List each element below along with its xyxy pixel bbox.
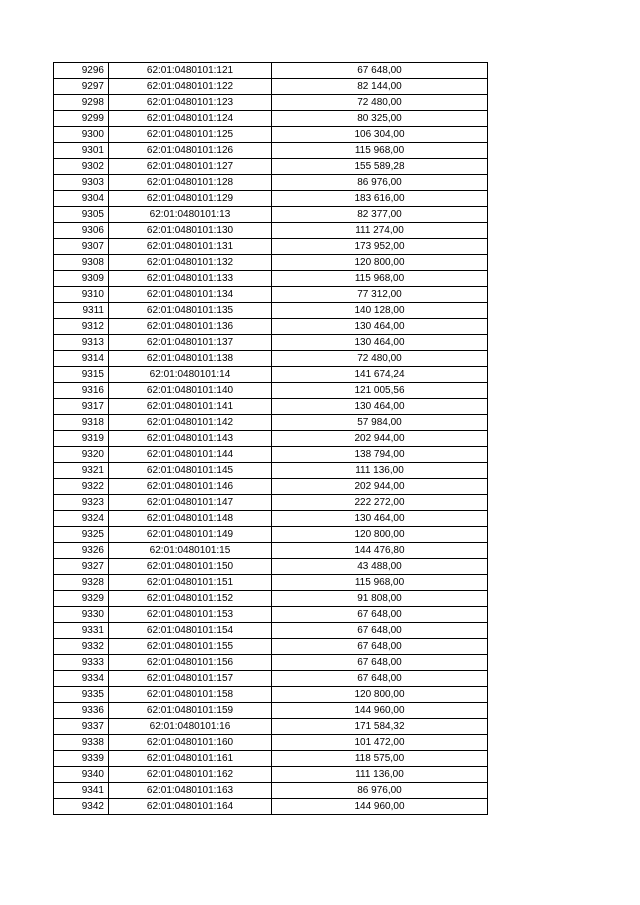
- row-number-cell: 9314: [54, 351, 109, 367]
- table-row: [54, 543, 488, 559]
- table-row: [54, 127, 488, 143]
- value-cell: 67 648,00: [272, 607, 488, 623]
- value-cell: 77 312,00: [272, 287, 488, 303]
- data-table-body: [54, 63, 488, 815]
- table-row: [54, 335, 488, 351]
- row-number-cell: 9331: [54, 623, 109, 639]
- table-row: [54, 95, 488, 111]
- value-cell: 202 944,00: [272, 431, 488, 447]
- value-cell: 173 952,00: [272, 239, 488, 255]
- table-row: [54, 751, 488, 767]
- row-number-cell: 9299: [54, 111, 109, 127]
- row-number-cell: 9332: [54, 639, 109, 655]
- value-cell: 120 800,00: [272, 687, 488, 703]
- cadastral-number-cell: 62:01:0480101:151: [109, 575, 272, 591]
- cadastral-number-cell: 62:01:0480101:142: [109, 415, 272, 431]
- cadastral-number-cell: 62:01:0480101:161: [109, 751, 272, 767]
- table-row: [54, 591, 488, 607]
- row-number-cell: 9333: [54, 655, 109, 671]
- value-cell: 111 136,00: [272, 767, 488, 783]
- row-number-cell: 9326: [54, 543, 109, 559]
- cadastral-number-cell: 62:01:0480101:137: [109, 335, 272, 351]
- value-cell: 155 589,28: [272, 159, 488, 175]
- table-row: [54, 175, 488, 191]
- row-number-cell: 9302: [54, 159, 109, 175]
- row-number-cell: 9305: [54, 207, 109, 223]
- cadastral-number-cell: 62:01:0480101:150: [109, 559, 272, 575]
- row-number-cell: 9329: [54, 591, 109, 607]
- row-number-cell: 9323: [54, 495, 109, 511]
- value-cell: 130 464,00: [272, 399, 488, 415]
- table-row: [54, 319, 488, 335]
- cadastral-number-cell: 62:01:0480101:155: [109, 639, 272, 655]
- row-number-cell: 9318: [54, 415, 109, 431]
- row-number-cell: 9311: [54, 303, 109, 319]
- row-number-cell: 9341: [54, 783, 109, 799]
- table-row: [54, 159, 488, 175]
- table-row: [54, 415, 488, 431]
- value-cell: 118 575,00: [272, 751, 488, 767]
- row-number-cell: 9307: [54, 239, 109, 255]
- row-number-cell: 9338: [54, 735, 109, 751]
- cadastral-number-cell: 62:01:0480101:163: [109, 783, 272, 799]
- cadastral-number-cell: 62:01:0480101:16: [109, 719, 272, 735]
- row-number-cell: 9335: [54, 687, 109, 703]
- value-cell: 67 648,00: [272, 671, 488, 687]
- table-row: [54, 671, 488, 687]
- row-number-cell: 9328: [54, 575, 109, 591]
- table-row: [54, 239, 488, 255]
- value-cell: 57 984,00: [272, 415, 488, 431]
- row-number-cell: 9320: [54, 447, 109, 463]
- value-cell: 120 800,00: [272, 527, 488, 543]
- value-cell: 82 144,00: [272, 79, 488, 95]
- cadastral-number-cell: 62:01:0480101:153: [109, 607, 272, 623]
- table-row: [54, 303, 488, 319]
- table-row: [54, 447, 488, 463]
- cadastral-number-cell: 62:01:0480101:129: [109, 191, 272, 207]
- cadastral-number-cell: 62:01:0480101:132: [109, 255, 272, 271]
- cadastral-number-cell: 62:01:0480101:158: [109, 687, 272, 703]
- cadastral-number-cell: 62:01:0480101:133: [109, 271, 272, 287]
- row-number-cell: 9308: [54, 255, 109, 271]
- table-row: [54, 223, 488, 239]
- table-row: [54, 143, 488, 159]
- table-row: [54, 191, 488, 207]
- value-cell: 106 304,00: [272, 127, 488, 143]
- row-number-cell: 9321: [54, 463, 109, 479]
- table-row: [54, 735, 488, 751]
- cadastral-number-cell: 62:01:0480101:130: [109, 223, 272, 239]
- row-number-cell: 9325: [54, 527, 109, 543]
- value-cell: 67 648,00: [272, 655, 488, 671]
- table-row: [54, 111, 488, 127]
- cadastral-number-cell: 62:01:0480101:146: [109, 479, 272, 495]
- table-row: [54, 207, 488, 223]
- value-cell: 43 488,00: [272, 559, 488, 575]
- cadastral-number-cell: 62:01:0480101:127: [109, 159, 272, 175]
- cadastral-number-cell: 62:01:0480101:154: [109, 623, 272, 639]
- cadastral-number-cell: 62:01:0480101:125: [109, 127, 272, 143]
- row-number-cell: 9306: [54, 223, 109, 239]
- table-row: [54, 287, 488, 303]
- table-row: [54, 479, 488, 495]
- table-row: [54, 559, 488, 575]
- value-cell: 120 800,00: [272, 255, 488, 271]
- value-cell: 130 464,00: [272, 335, 488, 351]
- row-number-cell: 9337: [54, 719, 109, 735]
- table-row: [54, 431, 488, 447]
- value-cell: 115 968,00: [272, 575, 488, 591]
- cadastral-number-cell: 62:01:0480101:143: [109, 431, 272, 447]
- row-number-cell: 9330: [54, 607, 109, 623]
- value-cell: 111 136,00: [272, 463, 488, 479]
- cadastral-number-cell: 62:01:0480101:14: [109, 367, 272, 383]
- cadastral-number-cell: 62:01:0480101:157: [109, 671, 272, 687]
- table-row: [54, 783, 488, 799]
- table-row: [54, 383, 488, 399]
- table-row: [54, 351, 488, 367]
- table-row: [54, 575, 488, 591]
- cadastral-number-cell: 62:01:0480101:159: [109, 703, 272, 719]
- cadastral-number-cell: 62:01:0480101:123: [109, 95, 272, 111]
- row-number-cell: 9301: [54, 143, 109, 159]
- cadastral-number-cell: 62:01:0480101:121: [109, 63, 272, 79]
- row-number-cell: 9342: [54, 799, 109, 815]
- row-number-cell: 9315: [54, 367, 109, 383]
- value-cell: 111 274,00: [272, 223, 488, 239]
- row-number-cell: 9296: [54, 63, 109, 79]
- cadastral-number-cell: 62:01:0480101:164: [109, 799, 272, 815]
- row-number-cell: 9304: [54, 191, 109, 207]
- table-row: [54, 399, 488, 415]
- row-number-cell: 9327: [54, 559, 109, 575]
- value-cell: 144 960,00: [272, 799, 488, 815]
- table-row: [54, 527, 488, 543]
- table-row: [54, 495, 488, 511]
- table-row: [54, 367, 488, 383]
- value-cell: 101 472,00: [272, 735, 488, 751]
- value-cell: 86 976,00: [272, 175, 488, 191]
- value-cell: 82 377,00: [272, 207, 488, 223]
- cadastral-number-cell: 62:01:0480101:152: [109, 591, 272, 607]
- value-cell: 67 648,00: [272, 63, 488, 79]
- cadastral-number-cell: 62:01:0480101:156: [109, 655, 272, 671]
- row-number-cell: 9297: [54, 79, 109, 95]
- value-cell: 80 325,00: [272, 111, 488, 127]
- table-row: [54, 623, 488, 639]
- cadastral-number-cell: 62:01:0480101:147: [109, 495, 272, 511]
- cadastral-number-cell: 62:01:0480101:136: [109, 319, 272, 335]
- table-row: [54, 655, 488, 671]
- table-row: [54, 79, 488, 95]
- row-number-cell: 9339: [54, 751, 109, 767]
- value-cell: 140 128,00: [272, 303, 488, 319]
- value-cell: 222 272,00: [272, 495, 488, 511]
- row-number-cell: 9322: [54, 479, 109, 495]
- cadastral-number-cell: 62:01:0480101:160: [109, 735, 272, 751]
- cadastral-number-cell: 62:01:0480101:135: [109, 303, 272, 319]
- cadastral-number-cell: 62:01:0480101:15: [109, 543, 272, 559]
- table-row: [54, 799, 488, 815]
- cadastral-number-cell: 62:01:0480101:140: [109, 383, 272, 399]
- cadastral-number-cell: 62:01:0480101:162: [109, 767, 272, 783]
- value-cell: 91 808,00: [272, 591, 488, 607]
- row-number-cell: 9303: [54, 175, 109, 191]
- cadastral-number-cell: 62:01:0480101:128: [109, 175, 272, 191]
- row-number-cell: 9319: [54, 431, 109, 447]
- value-cell: 202 944,00: [272, 479, 488, 495]
- table-row: [54, 719, 488, 735]
- cadastral-number-cell: 62:01:0480101:138: [109, 351, 272, 367]
- cadastral-number-cell: 62:01:0480101:141: [109, 399, 272, 415]
- value-cell: 141 674,24: [272, 367, 488, 383]
- value-cell: 72 480,00: [272, 351, 488, 367]
- table-row: [54, 271, 488, 287]
- table-row: [54, 639, 488, 655]
- table-row: [54, 607, 488, 623]
- row-number-cell: 9340: [54, 767, 109, 783]
- table-row: [54, 687, 488, 703]
- cadastral-number-cell: 62:01:0480101:131: [109, 239, 272, 255]
- value-cell: 144 476,80: [272, 543, 488, 559]
- row-number-cell: 9324: [54, 511, 109, 527]
- row-number-cell: 9313: [54, 335, 109, 351]
- table-row: [54, 255, 488, 271]
- data-table: [53, 62, 488, 815]
- row-number-cell: 9316: [54, 383, 109, 399]
- value-cell: 115 968,00: [272, 143, 488, 159]
- value-cell: 67 648,00: [272, 639, 488, 655]
- row-number-cell: 9300: [54, 127, 109, 143]
- value-cell: 67 648,00: [272, 623, 488, 639]
- cadastral-number-cell: 62:01:0480101:144: [109, 447, 272, 463]
- value-cell: 171 584,32: [272, 719, 488, 735]
- cadastral-number-cell: 62:01:0480101:145: [109, 463, 272, 479]
- cadastral-number-cell: 62:01:0480101:126: [109, 143, 272, 159]
- value-cell: 72 480,00: [272, 95, 488, 111]
- row-number-cell: 9336: [54, 703, 109, 719]
- cadastral-number-cell: 62:01:0480101:134: [109, 287, 272, 303]
- value-cell: 121 005,56: [272, 383, 488, 399]
- cadastral-number-cell: 62:01:0480101:148: [109, 511, 272, 527]
- row-number-cell: 9317: [54, 399, 109, 415]
- value-cell: 86 976,00: [272, 783, 488, 799]
- row-number-cell: 9312: [54, 319, 109, 335]
- cadastral-number-cell: 62:01:0480101:149: [109, 527, 272, 543]
- table-row: [54, 511, 488, 527]
- row-number-cell: 9298: [54, 95, 109, 111]
- value-cell: 130 464,00: [272, 319, 488, 335]
- row-number-cell: 9334: [54, 671, 109, 687]
- table-row: [54, 463, 488, 479]
- value-cell: 144 960,00: [272, 703, 488, 719]
- table-row: [54, 703, 488, 719]
- table-row: [54, 767, 488, 783]
- value-cell: 130 464,00: [272, 511, 488, 527]
- cadastral-number-cell: 62:01:0480101:13: [109, 207, 272, 223]
- value-cell: 183 616,00: [272, 191, 488, 207]
- row-number-cell: 9310: [54, 287, 109, 303]
- cadastral-number-cell: 62:01:0480101:122: [109, 79, 272, 95]
- cadastral-number-cell: 62:01:0480101:124: [109, 111, 272, 127]
- value-cell: 115 968,00: [272, 271, 488, 287]
- value-cell: 138 794,00: [272, 447, 488, 463]
- row-number-cell: 9309: [54, 271, 109, 287]
- table-row: [54, 63, 488, 79]
